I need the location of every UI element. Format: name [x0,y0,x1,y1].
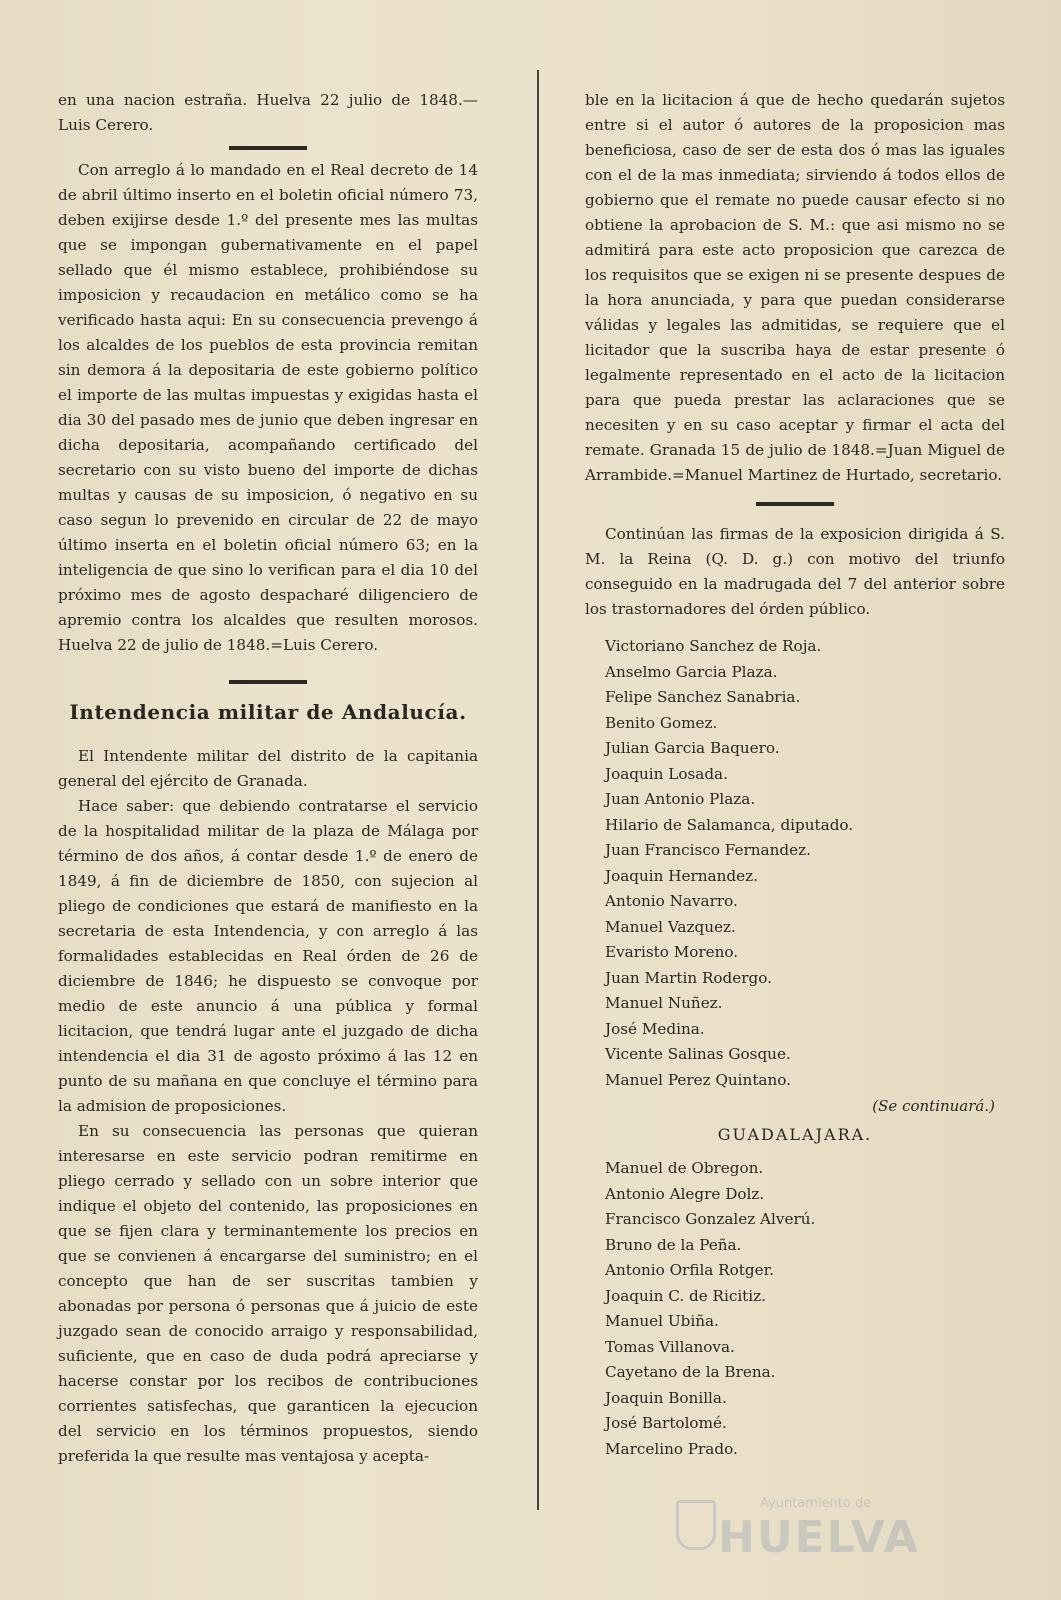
signature-name: Victoriano Sanchez de Roja. [605,637,822,655]
intendente-intro: El Intendente militar del distrito de la capitania general del ejército de Granada. [58,747,478,790]
signature-name: Antonio Navarro. [605,892,738,910]
continuation-note: (Se continuará.) [872,1097,995,1115]
exposicion-intro: Continúan las firmas de la exposicion dirigida á S. M. la Reina (Q. D. g.) con motivo del triunfo conseguido en la madrugada del 7 del anterior sobre los trastornadores del órden público. [585,525,1005,618]
closing-line: en una nacion estraña. Huelva 22 julio de 1848.— Luis Cerero. [58,91,478,134]
signature-name: Joaquin Losada. [605,764,728,783]
signature-name: Benito Gomez. [605,713,718,732]
multas-notice: Con arreglo á lo mandado en el Real decreto de 14 de abril último inserto en el boletin oficial número 73, deben exijirse desde 1.º del presente mes las multas que se impongan gubernativamente en el papel sellado que él mismo establece, prohibiéndose su imposicion y recaudacion en metálico como se ha verificado hasta aqui: En su consecuencia prevengo á los alcaldes de los pueblos de esta provincia remitan sin demora á la depositaria de este gobierno político el importe de las multas impuestas y exigidas hasta el dia 30 del pasado mes de junio que deben ingresar en dicha depositaria, acompañando certificado del secretario con su visto bueno del importe de dichas multas y causas de su imposicion, ó negativo en su caso segun lo prevenido en circular de 22 de mayo último inserta en el boletin oficial número 63; en la inteligencia de que sino lo verifican para el dia 10 del próximo mes de agosto despacharé diligenciero de apremio contra los alcaldes que resulten morosos. Huelva 22 de julio de 1848.=Luis Cerero. [58,161,478,654]
signature-name: Manuel Ubiña. [605,1312,719,1330]
signature-name: Juan Martin Rodergo. [605,968,772,987]
signature-name: Manuel de Obregon. [605,1159,764,1177]
signature-name: Hilario de Salamanca, diputado. [605,815,854,834]
right-column [585,88,1005,1462]
signature-name: Antonio Orfila Rotger. [605,1261,774,1279]
hace-saber-paragraph: Hace saber: que debiendo contratarse el servicio de la hospitalidad militar de la plaza de Málaga por término de dos años, á contar desde 1.º de enero de 1849, á fin de diciembre de 1850, con sujecion al pliego de condiciones que estará de manifiesto en la secretaria de esta Intendencia, y con arreglo á las formalidades establecidas en Real órden de 26 de diciembre de 1846; he dispuesto se convoque por medio de este anuncio á una pública y formal licitacion, que tendrá lugar ante el juzgado de dicha intendencia el dia 31 de agosto próximo á las 12 en punto de su mañana en que concluye el término para la admision de proposiciones. [58,797,478,1115]
signature-name: Antonio Alegre Dolz. [605,1184,765,1203]
signature-name: Juan Francisco Fernandez. [605,841,811,859]
signature-name: Juan Antonio Plaza. [605,790,756,808]
left-column [58,88,478,1469]
separator-rule [756,502,834,506]
signature-name: Joaquin Bonilla. [605,1388,727,1407]
signature-name: Vicente Salinas Gosque. [605,1045,791,1063]
separator-rule [229,680,307,684]
signature-name: Manuel Perez Quintano. [605,1070,791,1089]
signature-name: José Bartolomé. [605,1414,727,1432]
column-divider [537,70,539,1510]
licitacion-continuation: ble en la licitacion á que de hecho quedarán sujetos entre si el autor ó autores de la proposicion mas beneficiosa, caso de ser de esta dos ó mas las iguales con el de la mas inmediata; sirviendo á todos ellos de gobierno que el remate no puede causar efecto si no obtiene la aprobacion de S. M.: que asi mismo no se admitirá para este acto proposicion que carezca de los requisitos que se exigen ni se presente despues de la hora anunciada, y para que puedan considerarse válidas y legales las admitidas, se requiere que el licitador que la suscriba haya de estar presente ó legalmente representado en el acto de la licitacion para que pueda prestar las aclaraciones que se necesiten y en su caso aceptar y firmar el acta del remate. Granada 15 de julio de 1848.=Juan Miguel de Arrambide.=Manuel Martinez de Hurtado, secretario. [585,91,1005,484]
signature-name: Anselmo Garcia Plaza. [605,662,778,681]
separator-rule [229,146,307,150]
signature-name: José Medina. [605,1019,705,1038]
signature-name: Manuel Nuñez. [605,994,723,1012]
guadalajara-signatures-list [585,1156,1005,1462]
signature-name: Marcelino Prado. [605,1439,738,1458]
province-heading: GUADALAJARA. [717,1125,873,1144]
signature-name: Cayetano de la Brena. [605,1363,776,1381]
signature-name: Francisco Gonzalez Alverú. [605,1210,816,1228]
signature-name: Julian Garcia Baquero. [605,739,780,757]
signature-name: Felipe Sanchez Sanabria. [605,688,801,706]
watermark-text: HUELVA [718,1512,920,1563]
section-heading: Intendencia militar de Andalucía. [69,700,467,724]
signature-name: Joaquin C. de Ricitiz. [605,1286,766,1305]
signature-name: Tomas Villanova. [605,1337,735,1356]
signatures-list [585,634,1005,1093]
signature-name: Manuel Vazquez. [605,917,736,936]
signature-name: Evaristo Moreno. [605,943,739,961]
watermark-subtitle: Ayuntamiento de [760,1496,872,1511]
shield-watermark-icon [676,1500,716,1550]
signature-name: Bruno de la Peña. [605,1235,742,1254]
consecuencia-paragraph: En su consecuencia las personas que quieran interesarse en este servicio podran remitirme en pliego cerrado y sellado con un sobre interior que indique el objeto del contenido, las proposiciones en que se fijen clara y terminantemente los precios en que se convienen á encargarse del suministro; en el concepto que han de ser suscritas tambien y abonadas por persona ó personas que á juicio de este juzgado sean de conocido arraigo y responsabilidad, suficiente, que en caso de duda podrá apreciarse y hacerse constar por los recibos de contribuciones corrientes satisfechas, que garanticen la ejecucion del servicio en los términos propuestos, siendo preferida la que resulte mas ventajosa y acepta- [58,1122,478,1465]
signature-name: Joaquin Hernandez. [605,866,758,885]
